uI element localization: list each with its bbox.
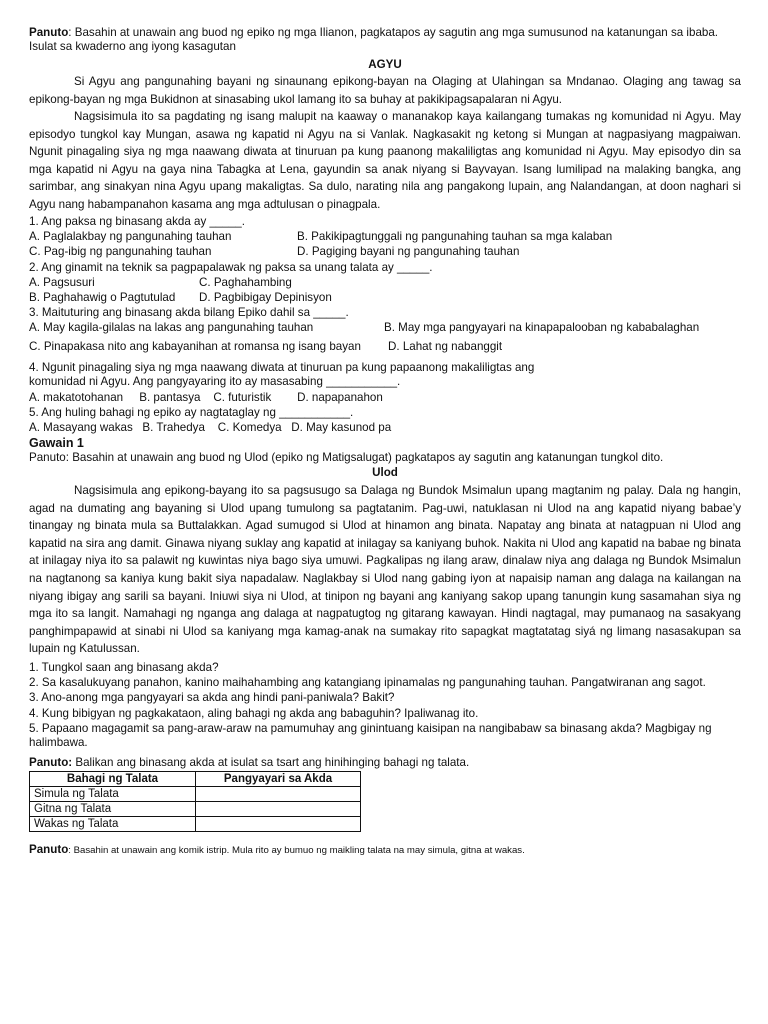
comic-task-label: Panuto [29,843,69,856]
gawain-question-1: 1. Tungkol saan ang binasang akda? [29,661,219,674]
gawain-question-3: 3. Ano-anong mga pangyayari sa akda ang hindi pani-paniwala? Bakit? [29,691,395,704]
gawain-question-4: 4. Kung bibigyan ng pagkakataon, aling bahagi ng akda ang babaguhin? Ipaliwanag ito. [29,707,479,720]
question-5: 5. Ang huling bahagi ng epiko ay nagtataglay ng ___________. [29,406,354,419]
table-row-label: Simula ng Talata [30,787,196,802]
question-3-option-d: D. Lahat ng nabanggit [388,340,503,353]
question-1-option-c: C. Pag-ibig ng pangunahing tauhan [29,245,212,258]
table-row [30,802,361,817]
table-row [30,817,361,832]
table-answer-cell[interactable] [196,817,361,832]
question-1-option-b: B. Pakikipagtunggali ng pangunahing tauhan sa mga kalaban [297,230,613,243]
table-row-label: Wakas ng Talata [30,817,196,832]
table-row-label: Gitna ng Talata [30,802,196,817]
story-2-paragraph: Nagsisimula ang epikong-bayang ito sa pagsusugo sa Dalaga ng Bundok Msimalun upang magtanim ng palay. Dala ng hangin, agad na dumating ang bayaning si Ulod upang tumulong sa pagtatanim. Pag-uwi, natuklasan ni Ulod na ang kapatid niyang babae’y tinangay ng binata mula sa Buttalakkan. Agad sumugod si Ulod at hinamon ang binata. Napatay ang binata at natagpuan ni Ulod ang kapatid na sira ang damit. Ginawa niyang suklay ang kapatid at inilagay sa kaniyang buhok. Nakita ni Ulod ang kapatid na babae ng binata at inilagay niya ito sa palawit ng kuwintas niya bago siya umuwi. Pagkalipas ng ilang araw, dinalaw niya ang dalaga ng Bundok Msimalun na nagtanong sa kaniya kung bakit siya napadalaw. Naglakbay si Ulod nang gabing iyon at napaisip naman ang dalaga na kailangan na niyang ibigay ang sarili sa bayani. Iniuwi siya ni Ulod, at tinipon ng bayani ang kaniyang sakop upang tanungin kung sasamahan siya ng mga ito sa langit. Namahagi ng nganga ang dalaga at nagpatugtog ng gitarang kawayan. Hindi nagtagal, may pumanaog na sasakyang panghimpapawid at sinabi ni Ulod sa kaniyang mga kamag-anak na sumakay rito sapagkat magtatatag siyá ng limang nasasakupan sa lupain ng Katulussan. [29,484,741,656]
instruction-1-text: : Basahin at unawain ang buod ng epiko ng mga Ilianon, pagkatapos ay sagutin ang mga sumusunod na katanungan sa ibaba. Isulat sa kwaderno ang iyong kasagutan [29,26,719,54]
instruction-1 [29,26,741,55]
table-header-event: Pangyayari sa Akda [196,772,361,787]
table-answer-cell[interactable] [196,802,361,817]
table-task-instruction [29,756,741,770]
table-task-label: Panuto: [29,756,73,769]
question-1-option-a: A. Paglalakbay ng pangunahing tauhan [29,230,232,243]
gawain-heading: Gawain 1 [29,436,84,450]
question-2-option-d: D. Pagbibigay Depinisyon [199,291,332,304]
question-2: 2. Ang ginamit na teknik sa pagpapalawak ng paksa sa unang talata ay _____. [29,261,433,274]
question-5-options: A. Masayang wakas B. Trahedya C. Komedya D. May kasunod pa [29,421,392,434]
question-4: 4. Ngunit pinagaling siya ng mga naawang diwata at tinuruan pa kung papaanong makaliligtas ang komunidad ni Agyu. Ang pangyayaring ito ay masasabing ___________. [29,361,535,389]
table-answer-cell[interactable] [196,787,361,802]
story-parts-table [29,771,361,832]
instruction-1-label: Panuto [29,26,69,39]
gawain-instruction: Panuto: Basahin at unawain ang buod ng Ulod (epiko ng Matigsalugat) pagkatapos ay sagutin ang katanungan tungkol dito. [29,451,664,464]
question-4-options: A. makatotohanan B. pantasya C. futuristik D. napapanahon [29,391,383,404]
story-1-paragraph-2: Nagsisimula ito sa pagdating ng isang malupit na kaaway o mananakop kaya kailangang tumakas ng komunidad ni Agyu. May episodyo tungkol kay Mungan, asawa ng kapatid ni Agyu na si Vanlak. Nagkasakit ng ketong si Mungan at nagpasiyang magpaiwan. Ngunit pinagaling siya ng mga naawang diwata at tinuruan pa kung paanong makaliligtas ang komunidad ni Agyu. May episodyo din sa mga kapatid ni Agyu na gaya nina Tabagka at Lena, gayundin sa anak niyang si Bayvayan. Isang lumilipad na malaking bangka, ang sarimbar, ang sinakyan nina Agyu upang makaligtas. Sa dulo, narating nila ang pangakong lupain, ang Nalandangan, at doon naghari si Agyu nang habampanahon kasama ang mga adtulusan o pinagpala. [29,110,741,211]
question-2-option-c: C. Paghahambing [199,276,292,289]
comic-task-text: : Basahin at unawain ang komik istrip. Mula rito ay bumuo ng maikling talata na may simula, gitna at wakas. [68,845,525,856]
gawain-question-5: 5. Papaano magagamit sa pang-araw-araw na pamumuhay ang ginintuang kaisipan na nangibabaw sa binasang akda? Magbigay ng halimbawa. [29,722,712,750]
question-1: 1. Ang paksa ng binasang akda ay _____. [29,215,245,228]
question-2-option-b: B. Paghahawig o Pagtutulad [29,291,176,304]
table-row [30,787,361,802]
gawain-question-2: 2. Sa kasalukuyang panahon, kanino maihahambing ang katangiang ipinamalas ng pangunahing tauhan. Pangatwiranan ang sagot. [29,676,706,689]
table-task-text: Balikan ang binasang akda at isulat sa tsart ang hinihinging bahagi ng talata. [72,756,470,769]
comic-task-instruction [29,843,741,858]
story-1-title: AGYU [368,58,402,71]
question-3-option-b: B. May mga pangyayari na kinapapalooban ng kababalaghan [384,321,700,334]
table-header-part: Bahagi ng Talata [30,772,196,787]
story-1-paragraph-1: Si Agyu ang pangunahing bayani ng sinaunang epikong-bayan na Olaging at Ulahingan sa Mndanao. Olaging ang tawag sa epikong-bayan ng mga Bukidnon at sinasabing ukol lamang ito sa buhay at pakikipagsapalaran ni Agyu. [29,75,741,106]
question-3-option-c: C. Pinapakasa nito ang kabayanihan at romansa ng isang bayan [29,340,361,353]
question-1-option-d: D. Pagiging bayani ng pangunahing tauhan [297,245,520,258]
question-3-option-a: A. May kagila-gilalas na lakas ang pangunahing tauhan [29,321,314,334]
question-2-option-a: A. Pagsusuri [29,276,95,289]
story-2-title: Ulod [372,466,398,479]
question-3: 3. Maituturing ang binasang akda bilang Epiko dahil sa _____. [29,306,349,319]
table-header-row [30,772,361,787]
